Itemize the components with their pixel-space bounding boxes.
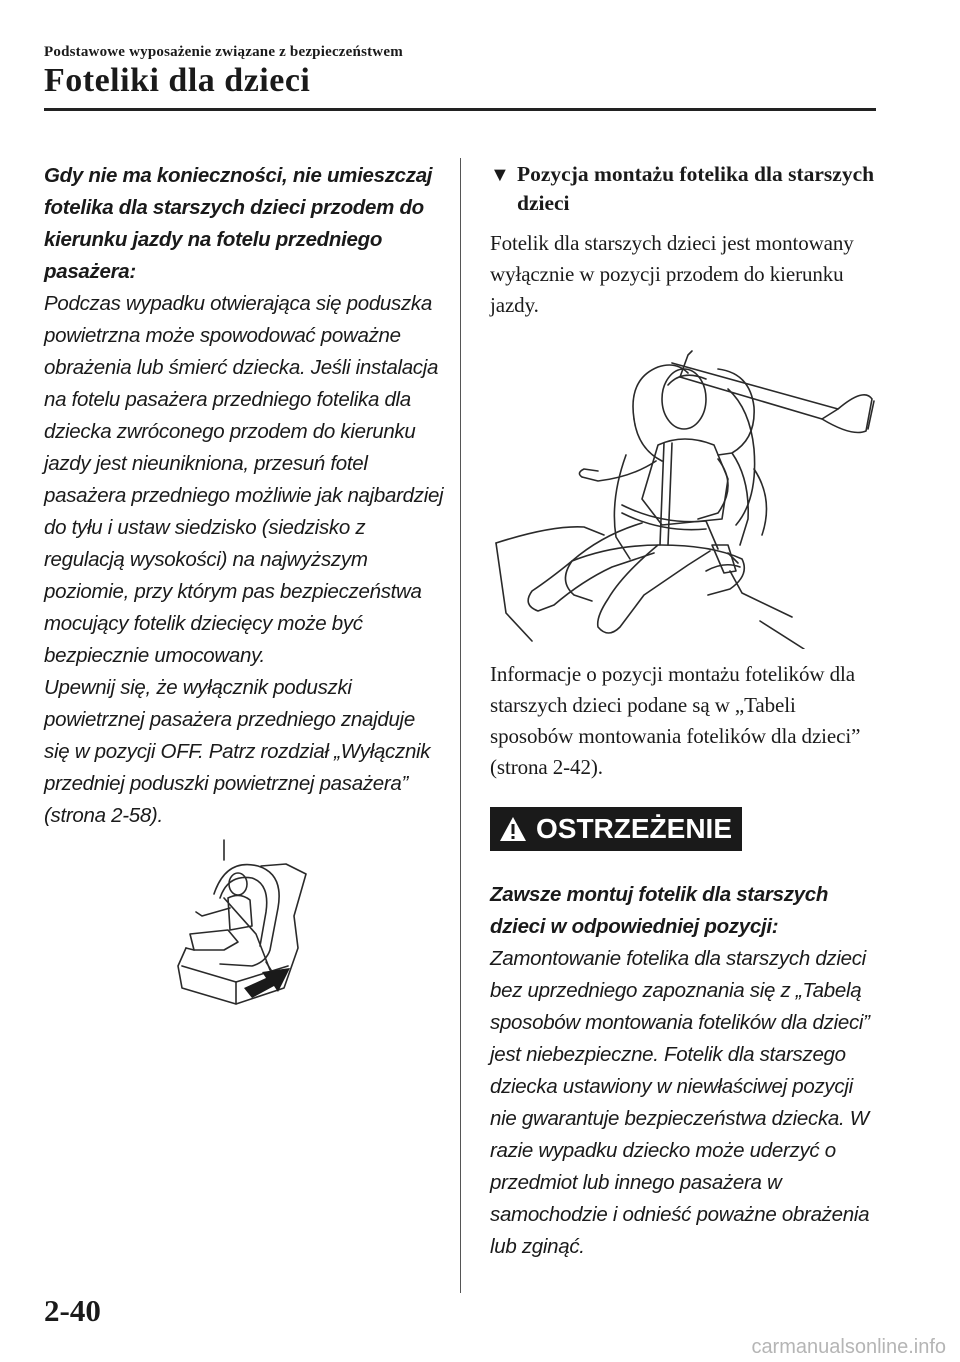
child-seat-arrow-illustration (166, 838, 346, 1010)
left-column (44, 160, 444, 1010)
seat-illustration-small (166, 838, 346, 1010)
placement-warning-body: Zamontowanie fotelika dla starszych dzieci bez uprzedniego zapoznania się z „Tabelą sposobów montowania fotelików dla dzieci” jest niebezpieczne. Fotelik dla starszego dziecka ustawiony w niewłaściwej pozycji nie gwarantuje bezpieczeństwa dziecka. W razie wypadku dziecko może uderzyć o przedmiot lub innego pasażera w samochodzie i odnieść poważne obrażenia lub zginąć. (490, 947, 870, 1258)
airbag-warning-body: Podczas wypadku otwierająca się poduszka powietrzna może spowodować poważne obrażenia lub śmierć dziecka. Jeśli instalacja na fotelu pasażera przedniego fotelika dla dziecka zwróconego przodem do kierunku jazdy jest nieunikniona, przesuń fotel pasażera przedniego możliwie jak najbardziej do tyłu i ustaw siedzisko (siedzisko z regulacją wysokości) na najwyższym poziomie, przy którym pas bezpieczeństwa mocujący fotelik dziecięcy może być bezpiecznie umocowany. (44, 292, 444, 667)
airbag-switch-note: Upewnij się, że wyłącznik poduszki powietrznej pasażera przedniego znajduje się w pozycji OFF. Patrz rozdział „Wyłącznik przedniej poduszki powietrznej pasażera” (strona 2-58). (44, 676, 431, 827)
breadcrumb: Podstawowe wyposażenie związane z bezpieczeństwem (44, 44, 403, 60)
airbag-warning-heading: Gdy nie ma konieczności, nie umieszczaj fotelika dla starszych dzieci przodem do kierunku jazdy na fotelu przedniego pasażera: (44, 164, 433, 283)
section-marker-icon: ▼ (490, 164, 510, 186)
title-rule (44, 108, 876, 111)
watermark: carmanualsonline.info (751, 1336, 946, 1358)
placement-warning (490, 879, 882, 1263)
table-reference: Informacje o pozycji montażu fotelików dla starszych dzieci podane są w „Tabeli sposobów montowania fotelików dla dzieci” (strona 2-42). (490, 662, 861, 779)
column-divider (460, 158, 461, 1293)
booster-seat-illustration (492, 349, 878, 649)
warning-label: OSTRZEŻENIE (536, 813, 733, 844)
section-heading (490, 160, 882, 218)
placement-warning-heading: Zawsze montuj fotelik dla starszych dzieci w odpowiedniej pozycji: (490, 883, 829, 938)
page-title: Foteliki dla dzieci (44, 62, 311, 99)
page-number: 2-40 (44, 1293, 101, 1328)
section-heading-text: Pozycja montażu fotelika dla starszych dzieci (517, 162, 875, 215)
section-intro: Fotelik dla starszych dzieci jest montowany wyłącznie w pozycji przodem do kierunku jazdy. (490, 231, 854, 317)
warning-badge (490, 807, 742, 851)
right-column (490, 160, 882, 1263)
warning-triangle-icon (498, 815, 528, 843)
